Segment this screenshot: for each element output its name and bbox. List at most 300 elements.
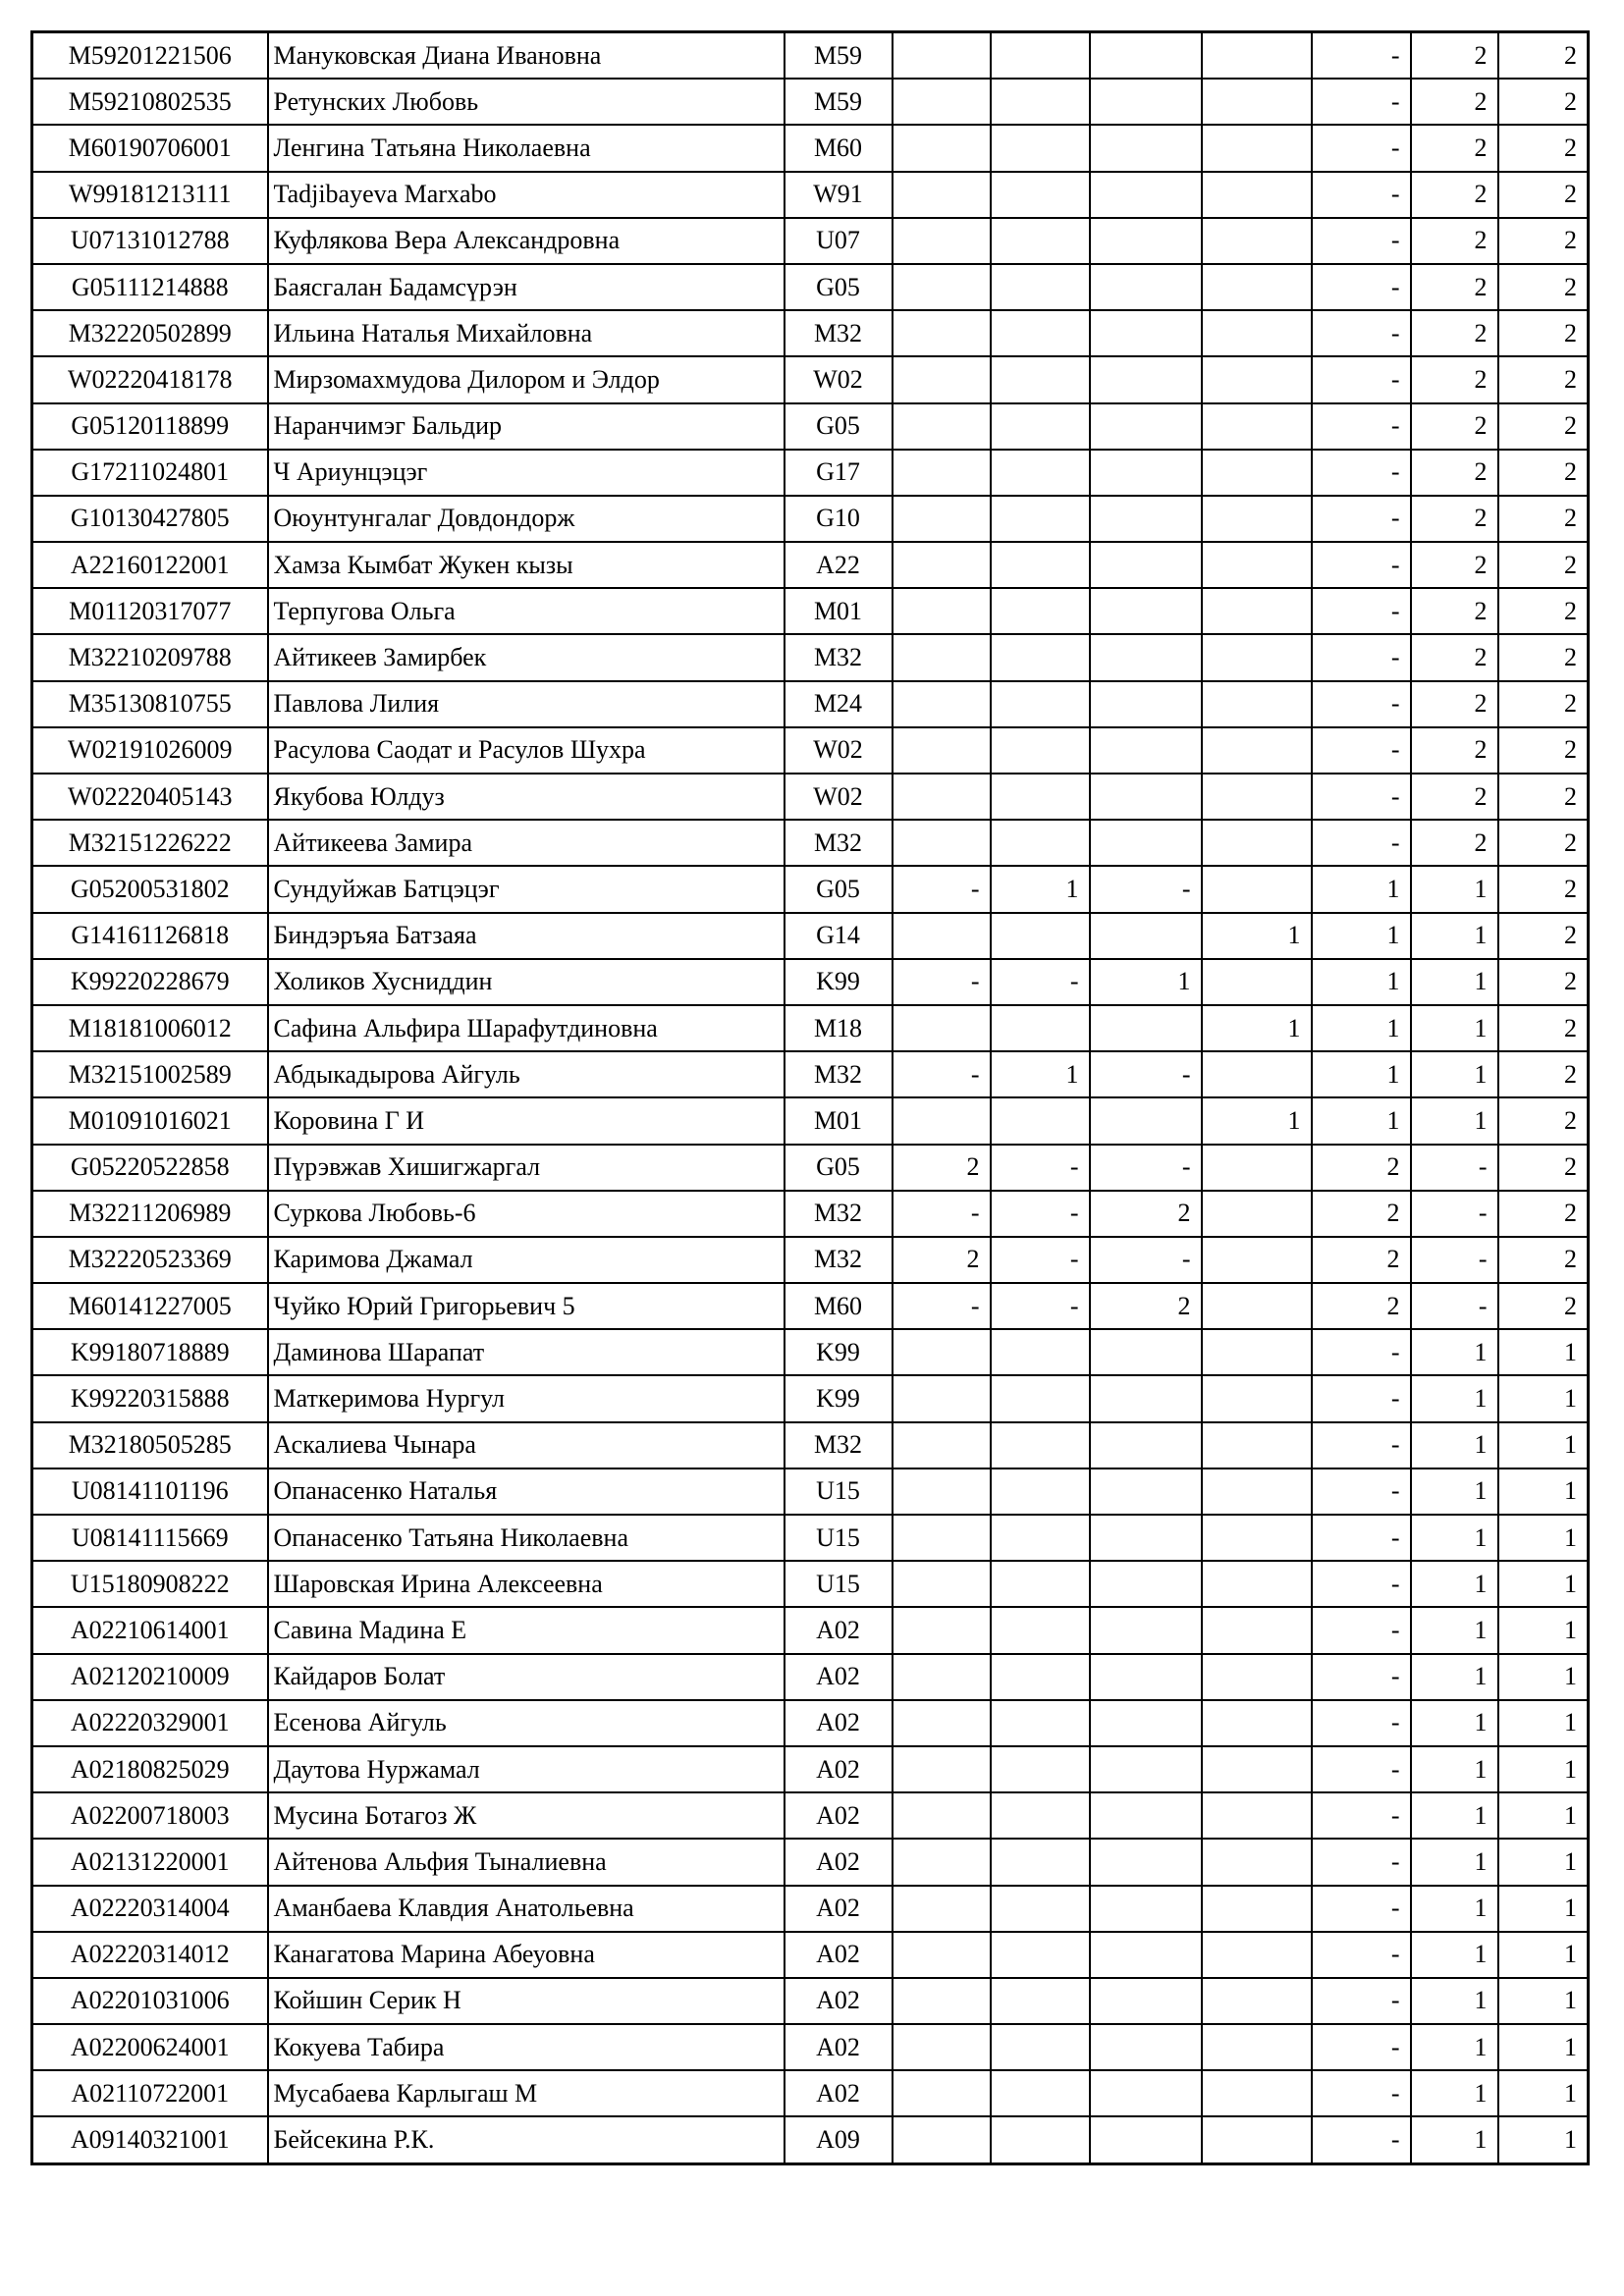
value-cell-6: 2 — [1411, 634, 1498, 680]
name-cell: Есенова Айгуль — [268, 1700, 785, 1746]
value-cell-4 — [1202, 1191, 1312, 1237]
value-cell-5: 1 — [1312, 866, 1411, 912]
value-cell-6: 1 — [1411, 1375, 1498, 1421]
value-cell-2 — [991, 1375, 1090, 1421]
id-cell: U07131012788 — [32, 218, 268, 264]
value-cell-6: 1 — [1411, 1932, 1498, 1978]
code-cell: K99 — [785, 1375, 893, 1421]
value-cell-3 — [1090, 727, 1202, 774]
id-cell: W02191026009 — [32, 727, 268, 774]
value-cell-1 — [893, 1700, 991, 1746]
total-cell: 2 — [1498, 218, 1589, 264]
value-cell-1 — [893, 125, 991, 171]
value-cell-2 — [991, 1097, 1090, 1144]
value-cell-4 — [1202, 1375, 1312, 1421]
value-cell-1 — [893, 681, 991, 727]
value-cell-6: 2 — [1411, 79, 1498, 125]
value-cell-4 — [1202, 1746, 1312, 1792]
value-cell-4 — [1202, 820, 1312, 866]
name-cell: Биндэръяа Батзаяа — [268, 913, 785, 959]
value-cell-1 — [893, 1375, 991, 1421]
value-cell-3 — [1090, 1654, 1202, 1700]
value-cell-1 — [893, 1978, 991, 2024]
value-cell-6: 1 — [1411, 1654, 1498, 1700]
total-cell: 2 — [1498, 403, 1589, 450]
id-cell: M59210802535 — [32, 79, 268, 125]
total-cell: 1 — [1498, 1561, 1589, 1607]
value-cell-5: - — [1312, 32, 1411, 80]
value-cell-6: 1 — [1411, 2116, 1498, 2163]
table-row — [32, 1978, 1589, 2024]
value-cell-5: - — [1312, 403, 1411, 450]
value-cell-4 — [1202, 1515, 1312, 1561]
table-row — [32, 1097, 1589, 1144]
value-cell-4 — [1202, 2116, 1312, 2163]
value-cell-4: 1 — [1202, 913, 1312, 959]
code-cell: M32 — [785, 1191, 893, 1237]
table-row — [32, 2116, 1589, 2163]
value-cell-2 — [991, 1932, 1090, 1978]
code-cell: M60 — [785, 125, 893, 171]
value-cell-3: 1 — [1090, 959, 1202, 1005]
value-cell-5: - — [1312, 2070, 1411, 2116]
id-cell: A02220314004 — [32, 1886, 268, 1932]
value-cell-4 — [1202, 1051, 1312, 1097]
id-cell: K99220228679 — [32, 959, 268, 1005]
value-cell-1 — [893, 2116, 991, 2163]
value-cell-1: - — [893, 1283, 991, 1329]
total-cell: 1 — [1498, 1932, 1589, 1978]
value-cell-3 — [1090, 1792, 1202, 1839]
total-cell: 2 — [1498, 125, 1589, 171]
code-cell: M32 — [785, 1051, 893, 1097]
value-cell-2 — [991, 1422, 1090, 1468]
value-cell-3 — [1090, 172, 1202, 218]
code-cell: A02 — [785, 1700, 893, 1746]
id-cell: W02220418178 — [32, 356, 268, 402]
total-cell: 2 — [1498, 1097, 1589, 1144]
name-cell: Савина Мадина Е — [268, 1607, 785, 1653]
value-cell-5: - — [1312, 356, 1411, 402]
total-cell: 2 — [1498, 79, 1589, 125]
code-cell: U07 — [785, 218, 893, 264]
table-row — [32, 1422, 1589, 1468]
id-cell: A02210614001 — [32, 1607, 268, 1653]
code-cell: M32 — [785, 1237, 893, 1283]
name-cell: Мусина Ботагоз Ж — [268, 1792, 785, 1839]
value-cell-1 — [893, 1932, 991, 1978]
value-cell-2 — [991, 1654, 1090, 1700]
value-cell-3 — [1090, 125, 1202, 171]
table-row — [32, 1375, 1589, 1421]
value-cell-5: - — [1312, 1329, 1411, 1375]
total-cell: 2 — [1498, 1051, 1589, 1097]
value-cell-4 — [1202, 1792, 1312, 1839]
code-cell: M32 — [785, 1422, 893, 1468]
value-cell-6: - — [1411, 1145, 1498, 1191]
value-cell-4 — [1202, 172, 1312, 218]
value-cell-2 — [991, 588, 1090, 634]
value-cell-2 — [991, 1561, 1090, 1607]
value-cell-3 — [1090, 1329, 1202, 1375]
table-row — [32, 1839, 1589, 1885]
value-cell-4 — [1202, 1932, 1312, 1978]
total-cell: 1 — [1498, 1468, 1589, 1515]
value-cell-1: 2 — [893, 1145, 991, 1191]
name-cell: Сундуйжав Батцэцэг — [268, 866, 785, 912]
id-cell: M32210209788 — [32, 634, 268, 680]
table-row — [32, 403, 1589, 450]
value-cell-2: - — [991, 959, 1090, 1005]
code-cell: K99 — [785, 959, 893, 1005]
table-row — [32, 542, 1589, 588]
table-row — [32, 1283, 1589, 1329]
code-cell: M01 — [785, 1097, 893, 1144]
name-cell: Шаровская Ирина Алексеевна — [268, 1561, 785, 1607]
name-cell: Чуйко Юрий Григорьевич 5 — [268, 1283, 785, 1329]
value-cell-5: - — [1312, 1515, 1411, 1561]
value-cell-2 — [991, 125, 1090, 171]
value-cell-3 — [1090, 634, 1202, 680]
value-cell-1: - — [893, 1191, 991, 1237]
value-cell-4: 1 — [1202, 1005, 1312, 1051]
value-cell-6: 2 — [1411, 496, 1498, 542]
value-cell-5: - — [1312, 1932, 1411, 1978]
id-cell: G05120118899 — [32, 403, 268, 450]
name-cell: Маткеримова Нургул — [268, 1375, 785, 1421]
value-cell-3 — [1090, 264, 1202, 310]
value-cell-1 — [893, 727, 991, 774]
value-cell-3 — [1090, 1839, 1202, 1885]
value-cell-6: 1 — [1411, 1097, 1498, 1144]
name-cell: Опанасенко Наталья — [268, 1468, 785, 1515]
id-cell: M32151226222 — [32, 820, 268, 866]
id-cell: M60141227005 — [32, 1283, 268, 1329]
value-cell-5: 1 — [1312, 913, 1411, 959]
code-cell: K99 — [785, 1329, 893, 1375]
code-cell: G05 — [785, 403, 893, 450]
value-cell-3 — [1090, 1886, 1202, 1932]
value-cell-4 — [1202, 264, 1312, 310]
total-cell: 2 — [1498, 1191, 1589, 1237]
total-cell: 1 — [1498, 1654, 1589, 1700]
value-cell-4 — [1202, 959, 1312, 1005]
code-cell: A02 — [785, 1978, 893, 2024]
total-cell: 1 — [1498, 2116, 1589, 2163]
value-cell-4 — [1202, 1329, 1312, 1375]
total-cell: 2 — [1498, 1237, 1589, 1283]
table-row — [32, 1515, 1589, 1561]
table-row — [32, 727, 1589, 774]
code-cell: W02 — [785, 356, 893, 402]
value-cell-2 — [991, 1515, 1090, 1561]
value-cell-2 — [991, 310, 1090, 356]
id-cell: M01120317077 — [32, 588, 268, 634]
table-row — [32, 1607, 1589, 1653]
name-cell: Айтикеев Замирбек — [268, 634, 785, 680]
value-cell-6: 2 — [1411, 403, 1498, 450]
value-cell-4 — [1202, 310, 1312, 356]
value-cell-3 — [1090, 1746, 1202, 1792]
value-cell-5: - — [1312, 1468, 1411, 1515]
value-cell-5: - — [1312, 1654, 1411, 1700]
value-cell-5: - — [1312, 172, 1411, 218]
value-cell-4: 1 — [1202, 1097, 1312, 1144]
name-cell: Суркова Любовь-6 — [268, 1191, 785, 1237]
total-cell: 2 — [1498, 172, 1589, 218]
value-cell-5: - — [1312, 727, 1411, 774]
value-cell-3 — [1090, 2070, 1202, 2116]
value-cell-4 — [1202, 1237, 1312, 1283]
total-cell: 1 — [1498, 1839, 1589, 1885]
value-cell-6: 1 — [1411, 1329, 1498, 1375]
value-cell-2: - — [991, 1283, 1090, 1329]
value-cell-6: 1 — [1411, 1561, 1498, 1607]
value-cell-4 — [1202, 1607, 1312, 1653]
value-cell-5: 1 — [1312, 1097, 1411, 1144]
value-cell-1 — [893, 542, 991, 588]
name-cell: Аманбаева Клавдия Анатольевна — [268, 1886, 785, 1932]
id-cell: G05200531802 — [32, 866, 268, 912]
value-cell-1 — [893, 356, 991, 402]
value-cell-5: - — [1312, 1886, 1411, 1932]
value-cell-1 — [893, 403, 991, 450]
table-row — [32, 450, 1589, 496]
table-row — [32, 172, 1589, 218]
code-cell: A02 — [785, 1607, 893, 1653]
value-cell-5: - — [1312, 79, 1411, 125]
name-cell: Кокуева Табира — [268, 2024, 785, 2070]
value-cell-6: 1 — [1411, 1515, 1498, 1561]
code-cell: M18 — [785, 1005, 893, 1051]
value-cell-2 — [991, 1746, 1090, 1792]
value-cell-1 — [893, 820, 991, 866]
table-row — [32, 496, 1589, 542]
id-cell: G10130427805 — [32, 496, 268, 542]
value-cell-5: - — [1312, 218, 1411, 264]
value-cell-1 — [893, 1886, 991, 1932]
value-cell-2 — [991, 1329, 1090, 1375]
value-cell-2: - — [991, 1237, 1090, 1283]
value-cell-6: 2 — [1411, 681, 1498, 727]
total-cell: 1 — [1498, 2024, 1589, 2070]
table-row — [32, 218, 1589, 264]
id-cell: W02220405143 — [32, 774, 268, 820]
value-cell-5: - — [1312, 2024, 1411, 2070]
code-cell: G05 — [785, 866, 893, 912]
table-row — [32, 634, 1589, 680]
value-cell-6: 1 — [1411, 1607, 1498, 1653]
value-cell-4 — [1202, 1468, 1312, 1515]
code-cell: A02 — [785, 1792, 893, 1839]
id-cell: A02201031006 — [32, 1978, 268, 2024]
id-cell: G17211024801 — [32, 450, 268, 496]
table-row — [32, 2024, 1589, 2070]
id-cell: A22160122001 — [32, 542, 268, 588]
value-cell-5: - — [1312, 634, 1411, 680]
value-cell-3 — [1090, 1097, 1202, 1144]
value-cell-1 — [893, 1654, 991, 1700]
value-cell-1 — [893, 450, 991, 496]
value-cell-3 — [1090, 218, 1202, 264]
code-cell: A02 — [785, 2070, 893, 2116]
table-row — [32, 1932, 1589, 1978]
value-cell-2 — [991, 1005, 1090, 1051]
id-cell: M18181006012 — [32, 1005, 268, 1051]
total-cell: 2 — [1498, 866, 1589, 912]
value-cell-6: 1 — [1411, 1005, 1498, 1051]
value-cell-6: 1 — [1411, 1746, 1498, 1792]
total-cell: 2 — [1498, 820, 1589, 866]
value-cell-3 — [1090, 820, 1202, 866]
value-cell-4 — [1202, 2024, 1312, 2070]
value-cell-6: 1 — [1411, 959, 1498, 1005]
value-cell-6: 1 — [1411, 2024, 1498, 2070]
value-cell-3: - — [1090, 1145, 1202, 1191]
value-cell-6: - — [1411, 1191, 1498, 1237]
total-cell: 1 — [1498, 1886, 1589, 1932]
code-cell: A22 — [785, 542, 893, 588]
total-cell: 2 — [1498, 959, 1589, 1005]
id-cell: A02110722001 — [32, 2070, 268, 2116]
name-cell: Айтикеева Замира — [268, 820, 785, 866]
total-cell: 2 — [1498, 774, 1589, 820]
total-cell: 2 — [1498, 588, 1589, 634]
value-cell-3: - — [1090, 1051, 1202, 1097]
id-cell: M32211206989 — [32, 1191, 268, 1237]
id-cell: U08141101196 — [32, 1468, 268, 1515]
table-row — [32, 1468, 1589, 1515]
value-cell-4 — [1202, 32, 1312, 80]
value-cell-3 — [1090, 1978, 1202, 2024]
total-cell: 2 — [1498, 310, 1589, 356]
value-cell-6: 2 — [1411, 125, 1498, 171]
value-cell-6: 2 — [1411, 32, 1498, 80]
value-cell-4 — [1202, 403, 1312, 450]
code-cell: A02 — [785, 2024, 893, 2070]
total-cell: 2 — [1498, 264, 1589, 310]
value-cell-4 — [1202, 866, 1312, 912]
id-cell: M01091016021 — [32, 1097, 268, 1144]
value-cell-5: - — [1312, 1375, 1411, 1421]
code-cell: G05 — [785, 264, 893, 310]
id-cell: A02131220001 — [32, 1839, 268, 1885]
value-cell-2 — [991, 1839, 1090, 1885]
value-cell-3 — [1090, 450, 1202, 496]
value-cell-1 — [893, 1097, 991, 1144]
id-cell: A02200718003 — [32, 1792, 268, 1839]
name-cell: Сафина Альфира Шарафутдиновна — [268, 1005, 785, 1051]
total-cell: 2 — [1498, 1145, 1589, 1191]
value-cell-1 — [893, 913, 991, 959]
value-cell-3 — [1090, 2024, 1202, 2070]
value-cell-4 — [1202, 2070, 1312, 2116]
name-cell: Опанасенко Татьяна Николаевна — [268, 1515, 785, 1561]
table-row — [32, 1654, 1589, 1700]
value-cell-2 — [991, 403, 1090, 450]
name-cell: Даутова Нуржамал — [268, 1746, 785, 1792]
total-cell: 2 — [1498, 1283, 1589, 1329]
table-row — [32, 913, 1589, 959]
value-cell-4 — [1202, 1700, 1312, 1746]
value-cell-4 — [1202, 496, 1312, 542]
name-cell: Tadjibayeva Marxabo — [268, 172, 785, 218]
document-page — [30, 30, 1590, 2165]
table-row — [32, 681, 1589, 727]
value-cell-5: - — [1312, 125, 1411, 171]
value-cell-2 — [991, 681, 1090, 727]
table-row — [32, 1145, 1589, 1191]
value-cell-1 — [893, 1839, 991, 1885]
id-cell: U15180908222 — [32, 1561, 268, 1607]
value-cell-6: 1 — [1411, 1422, 1498, 1468]
name-cell: Куфлякова Вера Александровна — [268, 218, 785, 264]
code-cell: U15 — [785, 1515, 893, 1561]
value-cell-3 — [1090, 588, 1202, 634]
value-cell-2 — [991, 2116, 1090, 2163]
value-cell-1 — [893, 588, 991, 634]
code-cell: M32 — [785, 310, 893, 356]
id-cell: M60190706001 — [32, 125, 268, 171]
value-cell-1 — [893, 1515, 991, 1561]
value-cell-1 — [893, 1792, 991, 1839]
value-cell-1 — [893, 2070, 991, 2116]
table-row — [32, 1005, 1589, 1051]
code-cell: M32 — [785, 634, 893, 680]
value-cell-6: 1 — [1411, 1468, 1498, 1515]
value-cell-5: - — [1312, 774, 1411, 820]
id-cell: G14161126818 — [32, 913, 268, 959]
name-cell: Оюунтунгалаг Довдондорж — [268, 496, 785, 542]
value-cell-6: 2 — [1411, 310, 1498, 356]
code-cell: W02 — [785, 727, 893, 774]
value-cell-2 — [991, 1978, 1090, 2024]
value-cell-1: 2 — [893, 1237, 991, 1283]
value-cell-6: 2 — [1411, 542, 1498, 588]
value-cell-2 — [991, 1792, 1090, 1839]
name-cell: Кайдаров Болат — [268, 1654, 785, 1700]
code-cell: A02 — [785, 1886, 893, 1932]
value-cell-6: 1 — [1411, 913, 1498, 959]
table-row — [32, 125, 1589, 171]
value-cell-3 — [1090, 2116, 1202, 2163]
value-cell-2 — [991, 496, 1090, 542]
value-cell-6: 1 — [1411, 1700, 1498, 1746]
value-cell-4 — [1202, 727, 1312, 774]
value-cell-2 — [991, 820, 1090, 866]
value-cell-1: - — [893, 959, 991, 1005]
value-cell-6: 1 — [1411, 1886, 1498, 1932]
value-cell-3 — [1090, 1515, 1202, 1561]
table-row — [32, 2070, 1589, 2116]
code-cell: M24 — [785, 681, 893, 727]
name-cell: Канагатова Марина Абеуовна — [268, 1932, 785, 1978]
value-cell-4 — [1202, 1886, 1312, 1932]
value-cell-2 — [991, 32, 1090, 80]
value-cell-4 — [1202, 450, 1312, 496]
value-cell-5: - — [1312, 2116, 1411, 2163]
code-cell: A02 — [785, 1746, 893, 1792]
value-cell-4 — [1202, 774, 1312, 820]
value-cell-6: - — [1411, 1283, 1498, 1329]
value-cell-1 — [893, 79, 991, 125]
value-cell-5: - — [1312, 1700, 1411, 1746]
id-cell: M32180505285 — [32, 1422, 268, 1468]
table-row — [32, 1746, 1589, 1792]
name-cell: Баясгалан Бадамсүрэн — [268, 264, 785, 310]
id-cell: A02180825029 — [32, 1746, 268, 1792]
name-cell: Даминова Шарапат — [268, 1329, 785, 1375]
